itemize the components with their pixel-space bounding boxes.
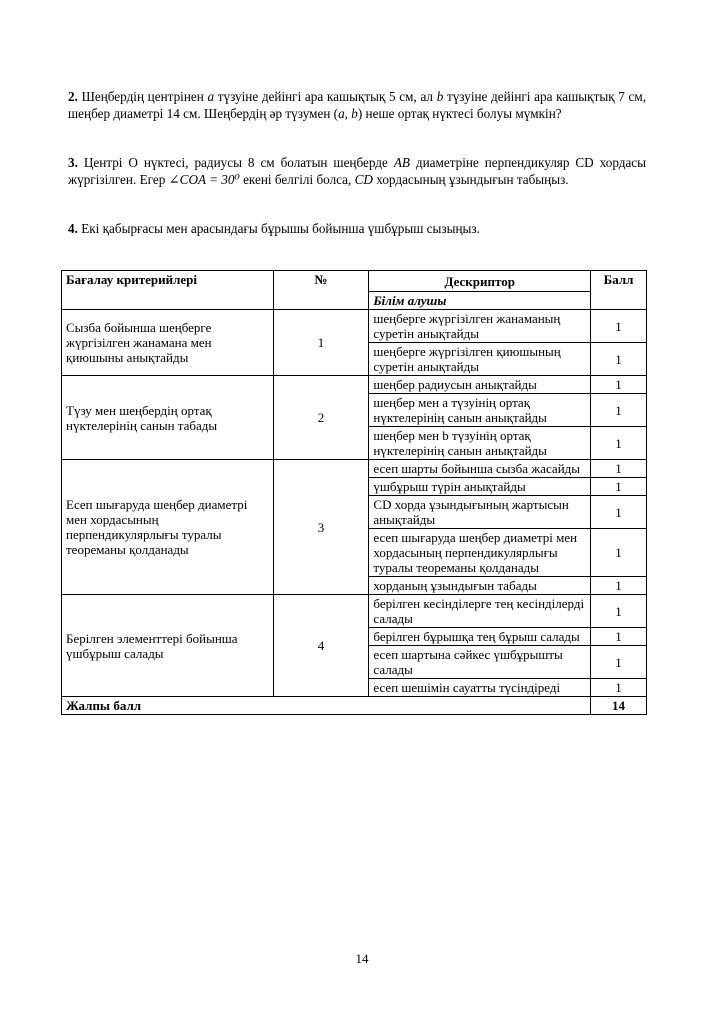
descriptor-cell: шеңберге жүргізілген қиюшының суретін анықтайды (369, 343, 591, 376)
score-cell: 1 (591, 343, 647, 376)
criteria-number: 4 (273, 595, 369, 697)
score-cell: 1 (591, 427, 647, 460)
descriptor-cell: хорданың ұзындығын табады (369, 577, 591, 595)
task-3 (68, 154, 646, 188)
header-number: № (273, 271, 369, 310)
task-3-text: Центрі О нүктесі, радиусы 8 см болатын шеңберде (83, 155, 394, 170)
score-cell: 1 (591, 478, 647, 496)
criteria-number: 3 (273, 460, 369, 595)
task-4-text: Екі қабырғасы мен арасындағы бұрышы бойынша үшбұрыш сызыңыз. (81, 221, 480, 236)
task-3-number: 3. (68, 155, 78, 170)
table-row (62, 310, 647, 343)
task-4-number: 4. (68, 221, 78, 236)
total-label: Жалпы балл (62, 697, 591, 715)
score-cell: 1 (591, 394, 647, 427)
total-row (62, 697, 647, 715)
score-cell: 1 (591, 628, 647, 646)
descriptor-cell: есеп шешімін сауатты түсіндіреді (369, 679, 591, 697)
task-2-number: 2. (68, 89, 78, 104)
descriptor-cell: шеңбер радиусын анықтайды (369, 376, 591, 394)
table-row (62, 376, 647, 394)
table-row (62, 595, 647, 628)
task-3-angle-formula: ∠COA = 30⁰ (168, 172, 240, 187)
task-2-vars: a, b (338, 106, 358, 121)
header-descriptor: Дескриптор (369, 271, 591, 292)
task-3-diameter: AB (393, 155, 410, 170)
task-2-var-a: a (207, 89, 215, 104)
task-2-text: түзуіне дейінгі ара кашықтық 5 см, ал (214, 89, 437, 104)
assessment-rubric-table (61, 270, 647, 715)
score-cell: 1 (591, 646, 647, 679)
score-cell: 1 (591, 529, 647, 577)
task-3-text: диаметріне перпендикуляр CD хордасы жүргізілген. Егер (68, 155, 647, 187)
descriptor-cell: үшбұрыш түрін анықтайды (369, 478, 591, 496)
task-2-var-b: b (436, 89, 444, 104)
descriptor-cell: берілген кесінділерге тең кесінділерді салады (369, 595, 591, 628)
table-row (62, 460, 647, 478)
score-cell: 1 (591, 595, 647, 628)
task-2-text: ) неше ортақ нүктесі болуы мүмкін? (357, 106, 562, 121)
task-4 (68, 220, 646, 237)
criteria-number: 2 (273, 376, 369, 460)
total-score: 14 (591, 697, 647, 715)
criteria-cell: Сызба бойынша шеңберге жүргізілген жанамана мен қиюшыны анықтайды (62, 310, 274, 376)
task-3-chord: CD (354, 172, 373, 187)
task-3-text: хордасының ұзындығын табыңыз. (372, 172, 569, 187)
criteria-cell: Есеп шығаруда шеңбер диаметрі мен хордасының перпендикулярлығы туралы теореманы қолданады (62, 460, 274, 595)
descriptor-cell: CD хорда ұзындығының жартысын анықтайды (369, 496, 591, 529)
score-cell: 1 (591, 310, 647, 343)
score-cell: 1 (591, 679, 647, 697)
descriptor-cell: шеңбер мен a түзуінің ортақ нүктелерінің санын анықтайды (369, 394, 591, 427)
score-cell: 1 (591, 496, 647, 529)
header-criteria: Бағалау критерийлері (62, 271, 274, 310)
score-cell: 1 (591, 376, 647, 394)
descriptor-cell: есеп шарты бойынша сызба жасайды (369, 460, 591, 478)
task-3-text: екені белгілі болса, (239, 172, 355, 187)
score-cell: 1 (591, 577, 647, 595)
task-2-text: түзуіне дейінгі ара кашықтық 7 см, шеңбер диаметрі 14 см. Шеңбердің әр түзумен ( (68, 89, 647, 121)
criteria-cell: Берілген элементтері бойынша үшбұрыш салады (62, 595, 274, 697)
descriptor-cell: шеңберге жүргізілген жанаманың суретін анықтайды (369, 310, 591, 343)
descriptor-cell: есеп шартына сәйкес үшбұрышты салады (369, 646, 591, 679)
subheader-learner: Білім алушы (369, 292, 591, 310)
score-cell: 1 (591, 460, 647, 478)
header-score: Балл (591, 271, 647, 310)
descriptor-cell: шеңбер мен b түзуінің ортақ нүктелерінің санын анықтайды (369, 427, 591, 460)
descriptor-cell: берілген бұрышқа тең бұрыш салады (369, 628, 591, 646)
descriptor-cell: есеп шығаруда шеңбер диаметрі мен хордасының перпендикулярлығы туралы теореманы қолданады (369, 529, 591, 577)
page-number: 14 (355, 951, 369, 966)
task-2 (68, 88, 646, 122)
task-2-text: Шеңбердің центрінен (81, 89, 208, 104)
criteria-cell: Түзу мен шеңбердің ортақ нүктелерінің санын табады (62, 376, 274, 460)
table-header-row (62, 271, 647, 292)
criteria-number: 1 (273, 310, 369, 376)
